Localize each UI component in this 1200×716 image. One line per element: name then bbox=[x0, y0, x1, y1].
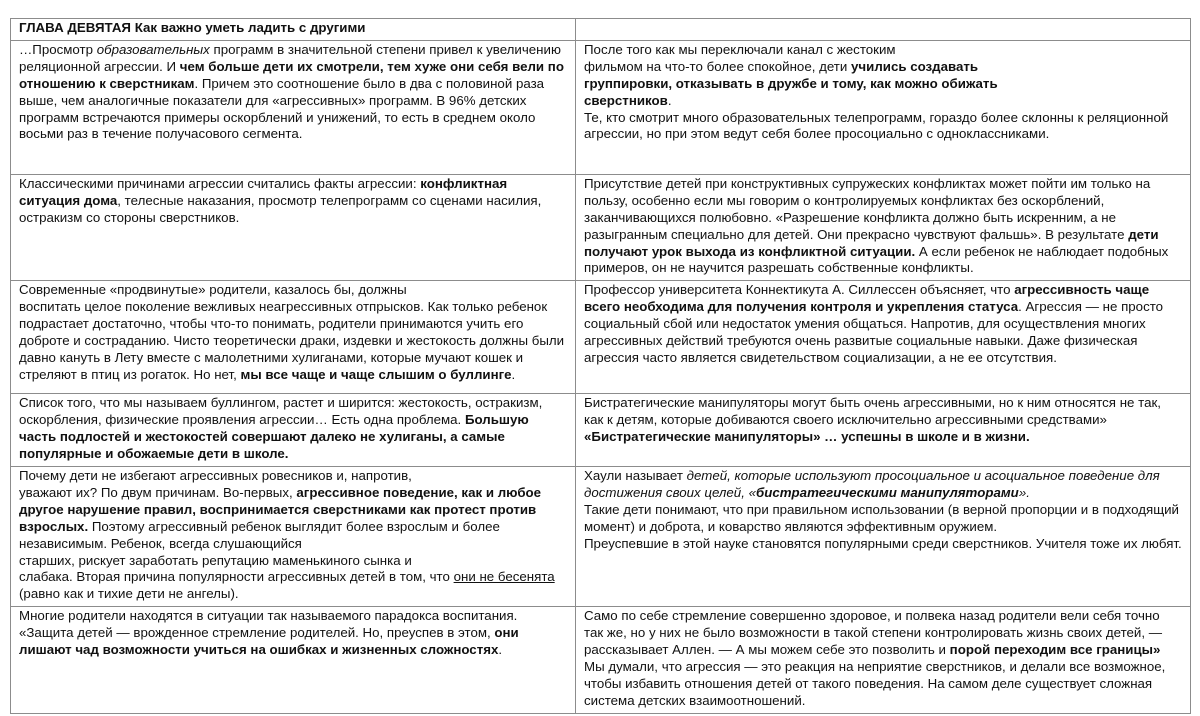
emphasized-text: агрессивное поведение, как и любое другое нарушение правил, воспринимается сверстниками как протест против взрослых. bbox=[19, 484, 545, 534]
emphasized-text: они не бесенята bbox=[453, 569, 555, 585]
table-cell-left bbox=[11, 607, 576, 713]
cell-paragraph bbox=[19, 468, 567, 485]
document-page bbox=[10, 0, 1190, 714]
table-row bbox=[11, 394, 1191, 467]
emphasized-text: образовательных bbox=[96, 41, 210, 57]
cell-paragraph bbox=[19, 569, 567, 603]
emphasized-text: конфликтная ситуация дома bbox=[19, 175, 511, 208]
table-cell-right bbox=[576, 174, 1191, 280]
cell-paragraph bbox=[19, 553, 567, 570]
text-segment: Те, кто смотрит много образовательных телепрограмм, гораздо более склонны к реляционной агрессии, но при этом ведут себя более просоциально с одноклассниками. bbox=[584, 109, 1172, 142]
emphasized-text: ». bbox=[1018, 484, 1030, 500]
text-segment: …Просмотр bbox=[19, 41, 97, 57]
table-cell-left bbox=[11, 40, 576, 174]
header-row bbox=[11, 19, 1191, 41]
text-segment: , телесные наказания, просмотр телепрограмм со сценами насилия, остракизм со стороны сверстников. bbox=[19, 192, 546, 225]
emphasized-text: Большую часть подлостей и жестокостей совершают далеко не хулиганы, а самые популярные и обожаемые дети в школе. bbox=[19, 412, 533, 462]
cell-paragraph bbox=[19, 42, 567, 143]
emphasized-text: сверстников bbox=[584, 92, 668, 108]
cell-paragraph bbox=[19, 485, 567, 553]
cell-paragraph bbox=[584, 110, 1182, 144]
text-segment: слабака. Вторая причина популярности агрессивных детей в том, что bbox=[19, 569, 454, 585]
text-segment: Хаули называет bbox=[584, 467, 687, 483]
cell-paragraph bbox=[584, 93, 1182, 110]
table-cell-right bbox=[576, 394, 1191, 467]
chapter-number: ГЛАВА ДЕВЯТАЯ bbox=[19, 20, 131, 35]
text-segment: Современные «продвинутые» родители, казалось бы, должны bbox=[19, 282, 407, 298]
text-segment: фильмом на что-то более спокойное, дети bbox=[584, 58, 852, 74]
chapter-heading-cell bbox=[11, 19, 576, 41]
emphasized-text: учились создавать bbox=[851, 58, 979, 74]
text-segment: Почему дети не избегают агрессивных ровесников и, напротив, bbox=[19, 467, 412, 483]
emphasized-text: чем больше дети их смотрели, тем хуже они себя вели по отношению к сверстникам bbox=[19, 58, 568, 91]
text-segment: Многие родители находятся в ситуации так называемого парадокса воспитания. «Защита детей — врожденное стремление родителей. Но, преуспев в этом, bbox=[19, 608, 522, 641]
text-segment: . bbox=[498, 642, 503, 658]
emphasized-text: дети получают урок выхода из конфликтной ситуации. bbox=[584, 226, 1163, 259]
text-segment: Бистратегические манипуляторы могут быть очень агрессивными, но к ним относятся не так, как к детям, которые добиваются своего исключительно агрессивными средствами» bbox=[584, 395, 1165, 428]
cell-paragraph bbox=[19, 608, 567, 659]
text-segment: Само по себе стремление совершенно здоровое, и полвека назад родители вели себя точно так же, но у них не было возможности в такой степени контролировать жизнь своих детей, — рассказывает Аллен. — А мы можем себе это позволить и bbox=[584, 608, 1166, 658]
cell-paragraph bbox=[584, 176, 1182, 277]
table-row bbox=[11, 466, 1191, 606]
emphasized-text: агрессивность чаще всего необходима для получения контроля и укрепления статуса bbox=[584, 282, 1153, 315]
cell-paragraph bbox=[584, 536, 1182, 553]
emphasized-text: «Бистратегические манипуляторы» … успешны в школе и в жизни. bbox=[584, 429, 1030, 445]
text-segment: А если ребенок не наблюдает подобных примеров, он не научится разрешать собственные конфликты. bbox=[584, 243, 1172, 276]
text-segment: Список того, что мы называем буллингом, растет и ширится: жестокость, остракизм, оскорбления, физические проявления агрессии… Есть одна проблема. bbox=[19, 395, 547, 428]
text-segment: . bbox=[667, 92, 672, 108]
cell-paragraph bbox=[584, 502, 1182, 536]
table-cell-left bbox=[11, 466, 576, 606]
text-segment: уважают их? По двум причинам. Во-первых, bbox=[19, 484, 297, 500]
table-row bbox=[11, 174, 1191, 280]
chapter-title: Как важно уметь ладить с другими bbox=[134, 20, 366, 35]
table-row bbox=[11, 281, 1191, 394]
table-cell-right bbox=[576, 466, 1191, 606]
text-segment: Такие дети понимают, что при правильном использовании (в верной пропорции и в подходящий момент) и доброта, и коварство являются эффективным оружием. bbox=[584, 501, 1183, 534]
emphasized-text: бистратегическими манипуляторами bbox=[755, 484, 1019, 500]
cell-paragraph bbox=[584, 59, 1182, 76]
cell-paragraph bbox=[19, 176, 567, 227]
cell-paragraph bbox=[19, 395, 567, 463]
text-segment: . bbox=[511, 366, 516, 382]
text-segment: (равно как и тихие дети не ангелы). bbox=[19, 569, 559, 602]
text-segment: Поэтому агрессивный ребенок выглядит более взрослым и более независимым. Ребенок, всегда слушающийся bbox=[19, 518, 504, 551]
emphasized-text: мы все чаще и чаще слышим о буллинге bbox=[240, 366, 512, 382]
table-cell-right bbox=[576, 40, 1191, 174]
cell-paragraph bbox=[584, 42, 1182, 59]
emphasized-text: детей, которые используют просоциальное и асоциальное поведение для достижения своих целей, « bbox=[584, 467, 1164, 500]
text-segment: Профессор университета Коннектикута А. Силлессен объясняет, что bbox=[584, 282, 1015, 298]
cell-paragraph bbox=[584, 468, 1182, 502]
table-cell-left bbox=[11, 174, 576, 280]
cell-paragraph bbox=[584, 395, 1182, 446]
cell-paragraph bbox=[19, 282, 567, 299]
text-segment: программ в значительной степени привел к увеличению реляционной агрессии. И bbox=[19, 41, 565, 74]
text-segment: воспитать целое поколение вежливых неагрессивных отпрысков. Как только ребенок подрастает достаточно, чтобы что-то понимать, родители принимаются учить его доброте и состраданию. Чисто теоретически драки, издевки и жестокость должны были давно кануть в Лету вместе с малолетними хулиганами, которые мучают кошек и стреляют в птиц из рогаток. Но нет, bbox=[19, 299, 568, 382]
cell-paragraph bbox=[584, 608, 1182, 709]
comparison-table bbox=[10, 18, 1191, 714]
table-row bbox=[11, 607, 1191, 713]
text-segment: Преуспевшие в этой науке становятся популярными среди сверстников. Учителя тоже их любят. bbox=[584, 535, 1182, 551]
table-row bbox=[11, 40, 1191, 174]
text-segment: . Причем это соотношение было в два с половиной раза выше, чем аналогичные показатели для «агрессивных» программ. В 96% детских программ встречаются примеры оскорблений и унижений, то есть в среднем около восьми раз в течение получасового сегмента. bbox=[19, 75, 548, 142]
emphasized-text: порой переходим все границы» bbox=[949, 642, 1161, 658]
text-segment: Присутствие детей при конструктивных супружеских конфликтах может пойти им только на пользу, особенно если мы говорим о контролируемых конфликтах без оскорблений, заканчивающихся полюбовно. «Разрешение конфликта должно быть искренним, а не разыгранным специально для детей. Они прекрасно чувствуют фальшь». В результате bbox=[584, 175, 1154, 242]
cell-paragraph bbox=[19, 299, 567, 384]
table-cell-left bbox=[11, 394, 576, 467]
text-segment: Классическими причинами агрессии считались факты агрессии: bbox=[19, 175, 421, 191]
header-empty-cell bbox=[576, 19, 1191, 41]
text-segment: Мы думали, что агрессия — это реакция на неприятие сверстников, и делали все возможное, чтобы избавить отношения детей от такого поведения. На самом деле существует сложная система детских взаимоотношений. bbox=[584, 642, 1170, 708]
table-cell-right bbox=[576, 607, 1191, 713]
emphasized-text: группировки, отказывать в дружбе и тому, как можно обижать bbox=[584, 75, 998, 91]
table-cell-left bbox=[11, 281, 576, 394]
text-segment: старших, рискует заработать репутацию маменькиного сынка и bbox=[19, 552, 412, 568]
emphasized-text: они лишают чад возможности учиться на ошибках и жизненных сложностях bbox=[19, 625, 523, 658]
text-segment: . Агрессия — не просто социальный сбой или недостаток умения общаться. Напротив, для осуществления многих агрессивных действий требуются очень развитые социальные навыки. Даже физическая агрессия часто является свидетельством социализации, а не ее отсутствия. bbox=[584, 299, 1167, 365]
cell-paragraph bbox=[584, 282, 1182, 367]
table-body bbox=[11, 19, 1191, 714]
text-segment: После того как мы переключали канал с жестоким bbox=[584, 41, 896, 57]
table-cell-right bbox=[576, 281, 1191, 394]
cell-paragraph bbox=[584, 76, 1182, 93]
